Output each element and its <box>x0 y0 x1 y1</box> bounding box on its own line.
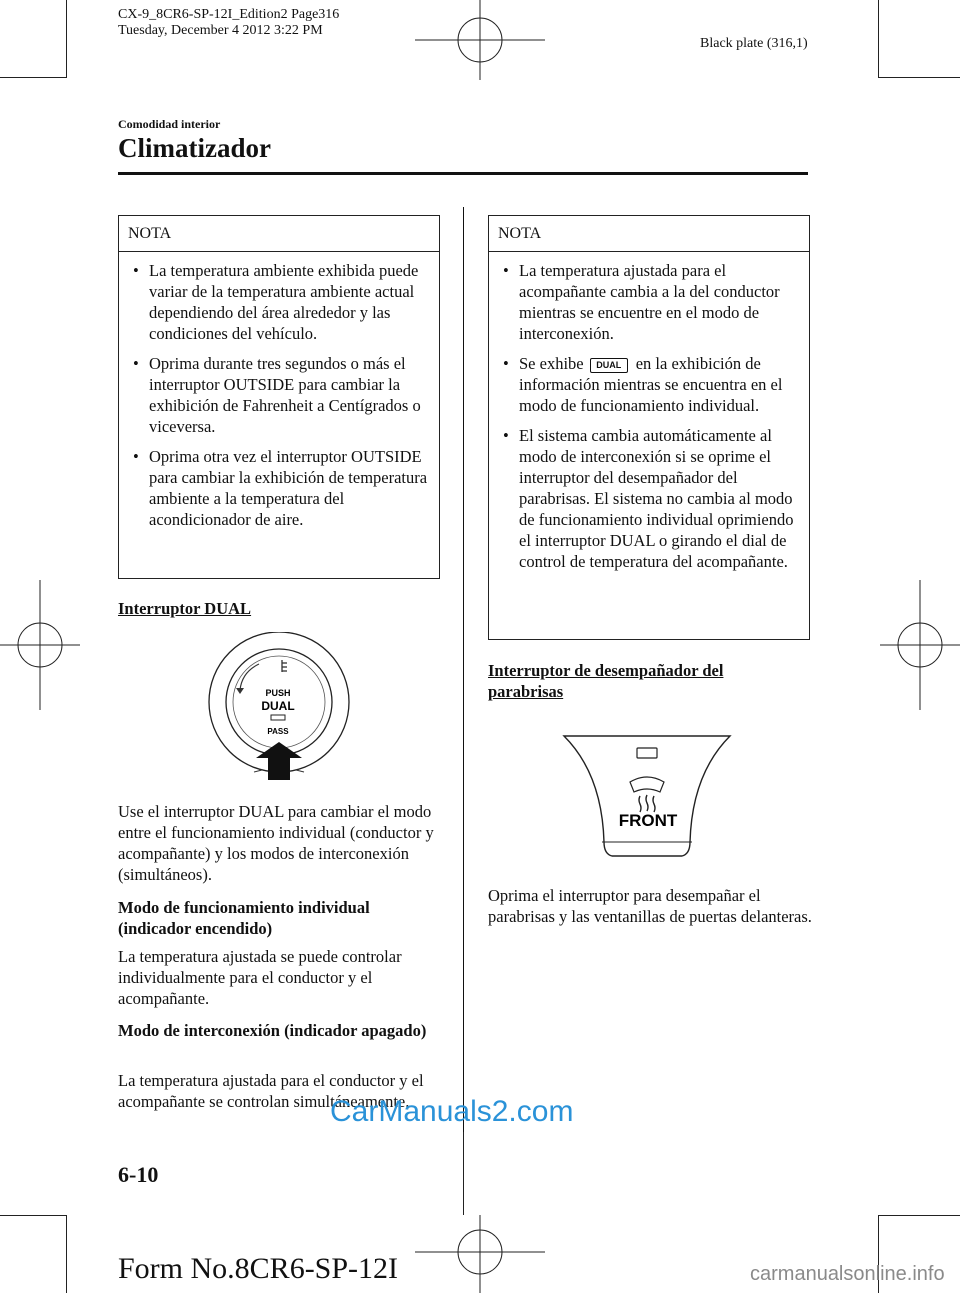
dual-description: Use el interruptor DUAL para cambiar el modo entre el funcionamiento individual (conductor y acompañante) y los modos de interconexión (simultáneos). <box>118 802 434 884</box>
defroster-description: Oprima el interruptor para desempañar el parabrisas y las ventanillas de puertas delanteras. <box>488 886 812 926</box>
front-button-label: FRONT <box>618 811 678 830</box>
defroster-heading: Interruptor de desempañador del parabrisas <box>488 661 724 701</box>
site-footer: carmanualsonline.info <box>750 1263 945 1285</box>
registration-mark-right <box>880 580 960 710</box>
knob-push-label: PUSH <box>265 688 291 698</box>
title-rule <box>118 172 808 175</box>
page-number: 6-10 <box>118 1162 159 1187</box>
form-number: Form No.8CR6-SP-12I <box>118 1252 399 1285</box>
defroster-switch-illustration <box>562 734 732 858</box>
note-heading: NOTA <box>119 216 439 252</box>
knob-pass-label: PASS <box>267 727 289 736</box>
note-item: • Se exhibe DUAL en la exhibición de información mientras se encuentra en el modo de funcionamiento individual. <box>499 353 799 416</box>
note-item: • La temperatura ambiente exhibida puede variar de la temperatura ambiente actual dependiendo del área alrededor y las condiciones del vehículo. <box>129 260 429 344</box>
mode-individual-heading: Modo de funcionamiento individual (indicador encendido) <box>118 898 370 938</box>
mode-individual-text: La temperatura ajustada se puede controlar individualmente para el conductor y el acompañante. <box>118 947 402 1008</box>
dual-switch-heading: Interruptor DUAL <box>118 599 252 618</box>
note-box-right <box>488 215 810 640</box>
registration-mark-bottom <box>415 1215 545 1293</box>
registration-mark-left <box>0 580 80 710</box>
knob-dual-label: DUAL <box>261 699 295 713</box>
print-job-line2: Tuesday, December 4 2012 3:22 PM <box>118 23 323 38</box>
column-divider <box>463 207 464 1132</box>
mode-linked-heading: Modo de interconexión (indicador apagado) <box>118 1021 427 1040</box>
dual-indicator-icon: DUAL <box>590 358 628 373</box>
section-label: Comodidad interior <box>118 117 221 131</box>
dual-switch-illustration <box>204 632 354 780</box>
watermark: CarManuals2.com <box>330 1095 574 1128</box>
note-item: • La temperatura ajustada para el acompañante cambia a la del conductor mientras se encuentre en el modo de interconexión. <box>499 260 799 344</box>
note-item: • Oprima durante tres segundos o más el interruptor OUTSIDE para cambiar la exhibición de Fahrenheit a Centígrados o viceversa. <box>129 353 429 437</box>
registration-mark-top <box>415 0 545 80</box>
note-box-left <box>118 215 440 579</box>
note-item: • El sistema cambia automáticamente al modo de interconexión si se oprime el interruptor del desempañador del parabrisas. El sistema no cambia al modo de funcionamiento individual oprimiendo el interruptor DUAL o girando el dial de control de temperatura del acompañante. <box>499 425 799 572</box>
note-item: • Oprima otra vez el interruptor OUTSIDE para cambiar la exhibición de temperatura ambiente a la temperatura del acondicionador de aire. <box>129 446 429 530</box>
print-job-line1: CX-9_8CR6-SP-12I_Edition2 Page316 <box>118 7 340 22</box>
plate-label: Black plate (316,1) <box>700 36 808 51</box>
note-list <box>119 252 439 542</box>
mode-linked-text: La temperatura ajustada para el conductor y el acompañante se controlan simultáneamente. <box>118 1071 424 1111</box>
page-title: Climatizador <box>118 133 271 163</box>
note-heading: NOTA <box>489 216 809 252</box>
note-list <box>489 252 809 584</box>
